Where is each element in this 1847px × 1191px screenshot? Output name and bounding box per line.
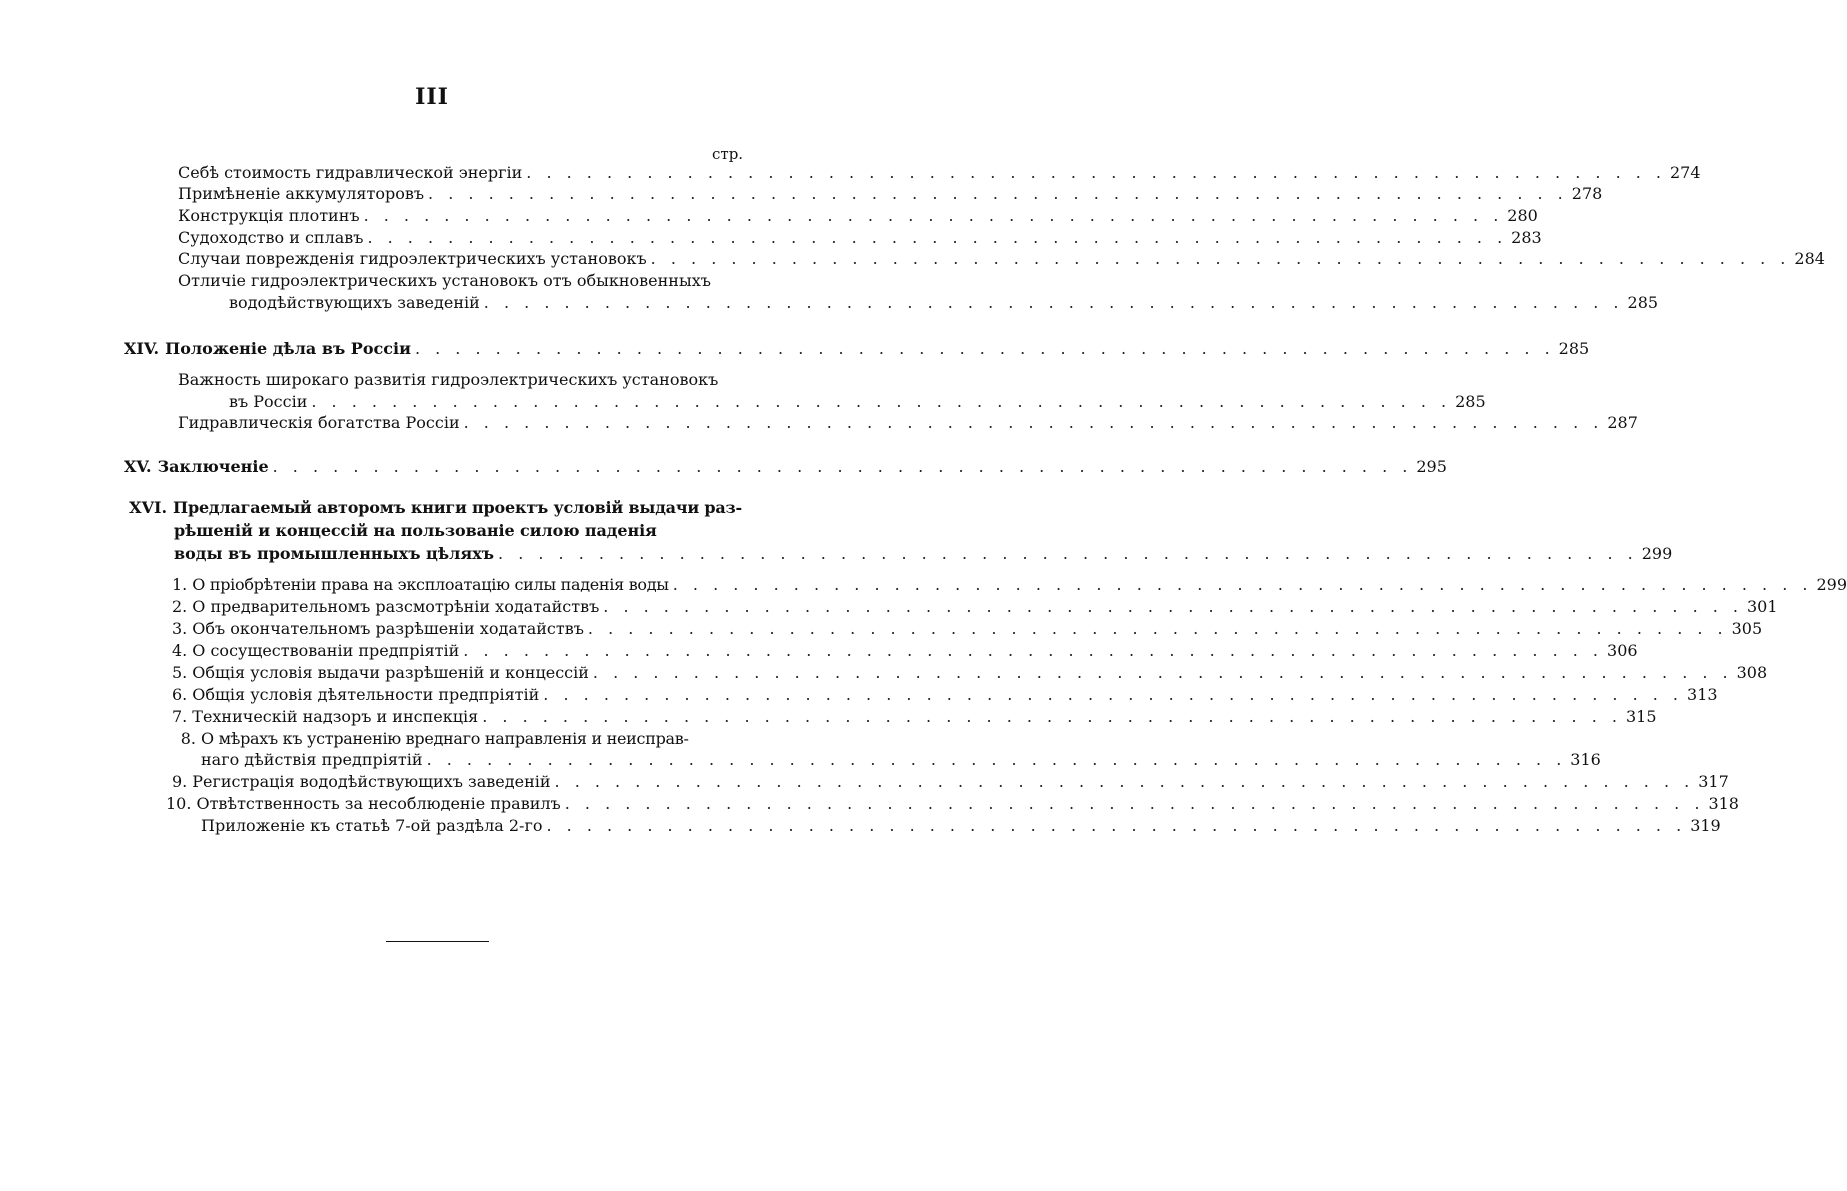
toc-entry[interactable] [172, 574, 1847, 596]
leader-dots: . . . . . . . . . . . . . . . . . . . . . . . . . . . . . . . . . . . . . . . . . . . . . . . . . . . . . . . . . [543, 685, 1684, 704]
toc-entry[interactable] [229, 292, 1659, 314]
toc-entry[interactable] [166, 793, 1739, 815]
entry-title: Гидравлическія богатства Россіи [178, 413, 460, 432]
entry-page: 318 [1708, 794, 1739, 813]
leader-dots: . . . . . . . . . . . . . . . . . . . . . . . . . . . . . . . . . . . . . . . . . . . . . . . . . . . . . . . . . [546, 816, 1687, 835]
section-page: 285 [1558, 339, 1590, 358]
entry-page: 313 [1687, 685, 1718, 704]
entry-title[interactable]: Отличіе гидроэлектрическихъ установокъ отъ обыкновенныхъ [178, 271, 711, 290]
section-numeral: XIV. [124, 339, 160, 358]
section-heading-xvi[interactable] [124, 497, 742, 519]
entry-title: Судоходство и сплавъ [178, 228, 364, 247]
entry-page: 317 [1698, 772, 1729, 791]
entry-title: О предварительномъ разсмотрѣніи ходатайствъ [192, 597, 600, 616]
toc-entry[interactable] [178, 227, 1542, 249]
entry-number: 5. [172, 663, 188, 682]
leader-dots: . . . . . . . . . . . . . . . . . . . . . . . . . . . . . . . . . . . . . . . . . . . . . . . . . . . . . . . . . [363, 206, 1504, 225]
toc-entry[interactable] [201, 749, 1601, 771]
entry-number: 9. [172, 772, 188, 791]
entry-title: Общія условія выдачи разрѣшеній и концессій [192, 663, 589, 682]
leader-dots: . . . . . . . . . . . . . . . . . . . . . . . . . . . . . . . . . . . . . . . . . . . . . . . . . . . . . . . . . [587, 619, 1728, 638]
entry-title[interactable]: Важность широкаго развитія гидроэлектрическихъ установокъ [178, 370, 719, 389]
toc-entry[interactable] [178, 248, 1825, 270]
section-title: Заключеніе [157, 457, 269, 476]
entry-title: Регистрація вододѣйствующихъ заведеній [192, 772, 551, 791]
entry-title: О мѣрахъ къ устраненію вреднаго направленія и неисправ- [201, 729, 689, 748]
leader-dots: . . . . . . . . . . . . . . . . . . . . . . . . . . . . . . . . . . . . . . . . . . . . . . . . . . . . . . . . . [498, 544, 1638, 563]
leader-dots: . . . . . . . . . . . . . . . . . . . . . . . . . . . . . . . . . . . . . . . . . . . . . . . . . . . . . . . . . [272, 457, 1413, 476]
toc-entry[interactable] [172, 684, 1718, 706]
leader-dots: . . . . . . . . . . . . . . . . . . . . . . . . . . . . . . . . . . . . . . . . . . . . . . . . . . . . . . . . . [672, 575, 1813, 594]
leader-dots: . . . . . . . . . . . . . . . . . . . . . . . . . . . . . . . . . . . . . . . . . . . . . . . . . . . . . . . . . [603, 597, 1743, 616]
section-title: Положеніе дѣла въ Россіи [165, 339, 411, 358]
section-numeral: XV. [124, 457, 152, 476]
leader-dots: . . . . . . . . . . . . . . . . . . . . . . . . . . . . . . . . . . . . . . . . . . . . . . . . . . . . . . . . . [483, 293, 1624, 312]
entry-page: 308 [1736, 663, 1768, 682]
toc-entry[interactable] [201, 815, 1721, 837]
leader-dots: . . . . . . . . . . . . . . . . . . . . . . . . . . . . . . . . . . . . . . . . . . . . . . . . . . . . . . . . . [414, 339, 1555, 358]
entry-title: О пріобрѣтеніи права на эксплоатацію силы паденія воды [192, 575, 669, 594]
entry-number: 1. [172, 575, 188, 594]
entry-title: О сосуществованіи предпріятій [192, 641, 460, 660]
leader-dots: . . . . . . . . . . . . . . . . . . . . . . . . . . . . . . . . . . . . . . . . . . . . . . . . . . . . . . . . . [428, 184, 1568, 203]
toc-entry[interactable] [174, 543, 1673, 565]
toc-entry[interactable] [178, 412, 1638, 434]
entry-number: 7. [172, 707, 188, 726]
entry-page: 283 [1511, 228, 1542, 247]
end-rule [386, 941, 489, 942]
leader-dots: . . . . . . . . . . . . . . . . . . . . . . . . . . . . . . . . . . . . . . . . . . . . . . . . . . . . . . . . . [526, 163, 1666, 182]
entry-title: Примѣненіе аккумуляторовъ [178, 184, 425, 203]
entry-page: 305 [1731, 619, 1763, 638]
section-title-line: воды въ промышленныхъ цѣляхъ [174, 544, 495, 563]
entry-title: Приложеніе къ статьѣ 7-ой раздѣла 2-го [201, 816, 543, 835]
page-number: III [415, 84, 449, 110]
toc-entry[interactable] [178, 183, 1603, 205]
entry-page: 306 [1607, 641, 1638, 660]
section-page: 299 [1641, 544, 1673, 563]
leader-dots: . . . . . . . . . . . . . . . . . . . . . . . . . . . . . . . . . . . . . . . . . . . . . . . . . . . . . . . . . [426, 750, 1567, 769]
section-title-line: Предлагаемый авторомъ книги проектъ условій выдачи раз- [173, 498, 742, 517]
entry-title: Себѣ стоимость гидравлической энергіи [178, 163, 523, 182]
section-heading-xiv[interactable] [124, 338, 1590, 360]
entry-page: 301 [1747, 597, 1778, 616]
section-numeral: XVI. [129, 498, 168, 517]
toc-entry[interactable] [172, 706, 1657, 728]
toc-entry[interactable] [172, 728, 742, 750]
entry-title-continued: вододѣйствующихъ заведеній [229, 293, 480, 312]
section-page: 295 [1416, 457, 1447, 476]
entry-title-continued: въ Россіи [229, 392, 308, 411]
entry-title: Объ окончательномъ разрѣшеніи ходатайствъ [192, 619, 584, 638]
toc-entry[interactable] [172, 596, 1778, 618]
leader-dots: . . . . . . . . . . . . . . . . . . . . . . . . . . . . . . . . . . . . . . . . . . . . . . . . . . . . . . . . . [554, 772, 1695, 791]
entry-page: 287 [1607, 413, 1638, 432]
entry-page: 280 [1507, 206, 1538, 225]
leader-dots: . . . . . . . . . . . . . . . . . . . . . . . . . . . . . . . . . . . . . . . . . . . . . . . . . . . . . . . . . [592, 663, 1733, 682]
entry-number: 3. [172, 619, 188, 638]
leader-dots: . . . . . . . . . . . . . . . . . . . . . . . . . . . . . . . . . . . . . . . . . . . . . . . . . . . . . . . . . [650, 249, 1791, 268]
page-column-label: стр. [712, 145, 744, 163]
entry-page: 315 [1625, 707, 1657, 726]
entry-number: 8. [180, 729, 196, 748]
toc-entry[interactable] [178, 162, 1701, 184]
leader-dots: . . . . . . . . . . . . . . . . . . . . . . . . . . . . . . . . . . . . . . . . . . . . . . . . . . . . . . . . . [311, 392, 1452, 411]
entry-title: Техническій надзоръ и инспекція [192, 707, 479, 726]
toc-entry[interactable] [172, 662, 1768, 684]
entry-number: 4. [172, 641, 188, 660]
leader-dots: . . . . . . . . . . . . . . . . . . . . . . . . . . . . . . . . . . . . . . . . . . . . . . . . . . . . . . . . . [463, 641, 1604, 660]
section-title-line: рѣшеній и концессій на пользованіе силою паденія [174, 521, 657, 540]
entry-page: 299 [1816, 575, 1847, 594]
leader-dots: . . . . . . . . . . . . . . . . . . . . . . . . . . . . . . . . . . . . . . . . . . . . . . . . . . . . . . . . . [367, 228, 1508, 247]
entry-number: 2. [172, 597, 188, 616]
entry-page: 316 [1570, 750, 1601, 769]
toc-entry[interactable] [229, 391, 1486, 413]
toc-entry[interactable] [178, 205, 1538, 227]
entry-title: Случаи поврежденія гидроэлектрическихъ установокъ [178, 249, 647, 268]
entry-page: 278 [1571, 184, 1603, 203]
section-heading-xv[interactable] [124, 456, 1447, 478]
entry-number: 10. [166, 794, 192, 813]
leader-dots: . . . . . . . . . . . . . . . . . . . . . . . . . . . . . . . . . . . . . . . . . . . . . . . . . . . . . . . . . [463, 413, 1604, 432]
toc-entry[interactable] [172, 618, 1763, 640]
leader-dots: . . . . . . . . . . . . . . . . . . . . . . . . . . . . . . . . . . . . . . . . . . . . . . . . . . . . . . . . . [564, 794, 1705, 813]
entry-page: 319 [1690, 816, 1721, 835]
toc-entry[interactable] [172, 771, 1729, 793]
entry-page: 284 [1794, 249, 1825, 268]
entry-page: 285 [1455, 392, 1486, 411]
entry-number: 6. [172, 685, 188, 704]
leader-dots: . . . . . . . . . . . . . . . . . . . . . . . . . . . . . . . . . . . . . . . . . . . . . . . . . . . . . . . . . [482, 707, 1622, 726]
entry-page: 274 [1670, 163, 1701, 182]
entry-title: Отвѣтственность за несоблюденіе правилъ [196, 794, 561, 813]
entry-title: Конструкція плотинъ [178, 206, 360, 225]
toc-entry[interactable] [172, 640, 1638, 662]
entry-page: 285 [1627, 293, 1659, 312]
entry-title: Общія условія дѣятельности предпріятій [192, 685, 540, 704]
entry-title-continued: наго дѣйствія предпріятій [201, 750, 423, 769]
